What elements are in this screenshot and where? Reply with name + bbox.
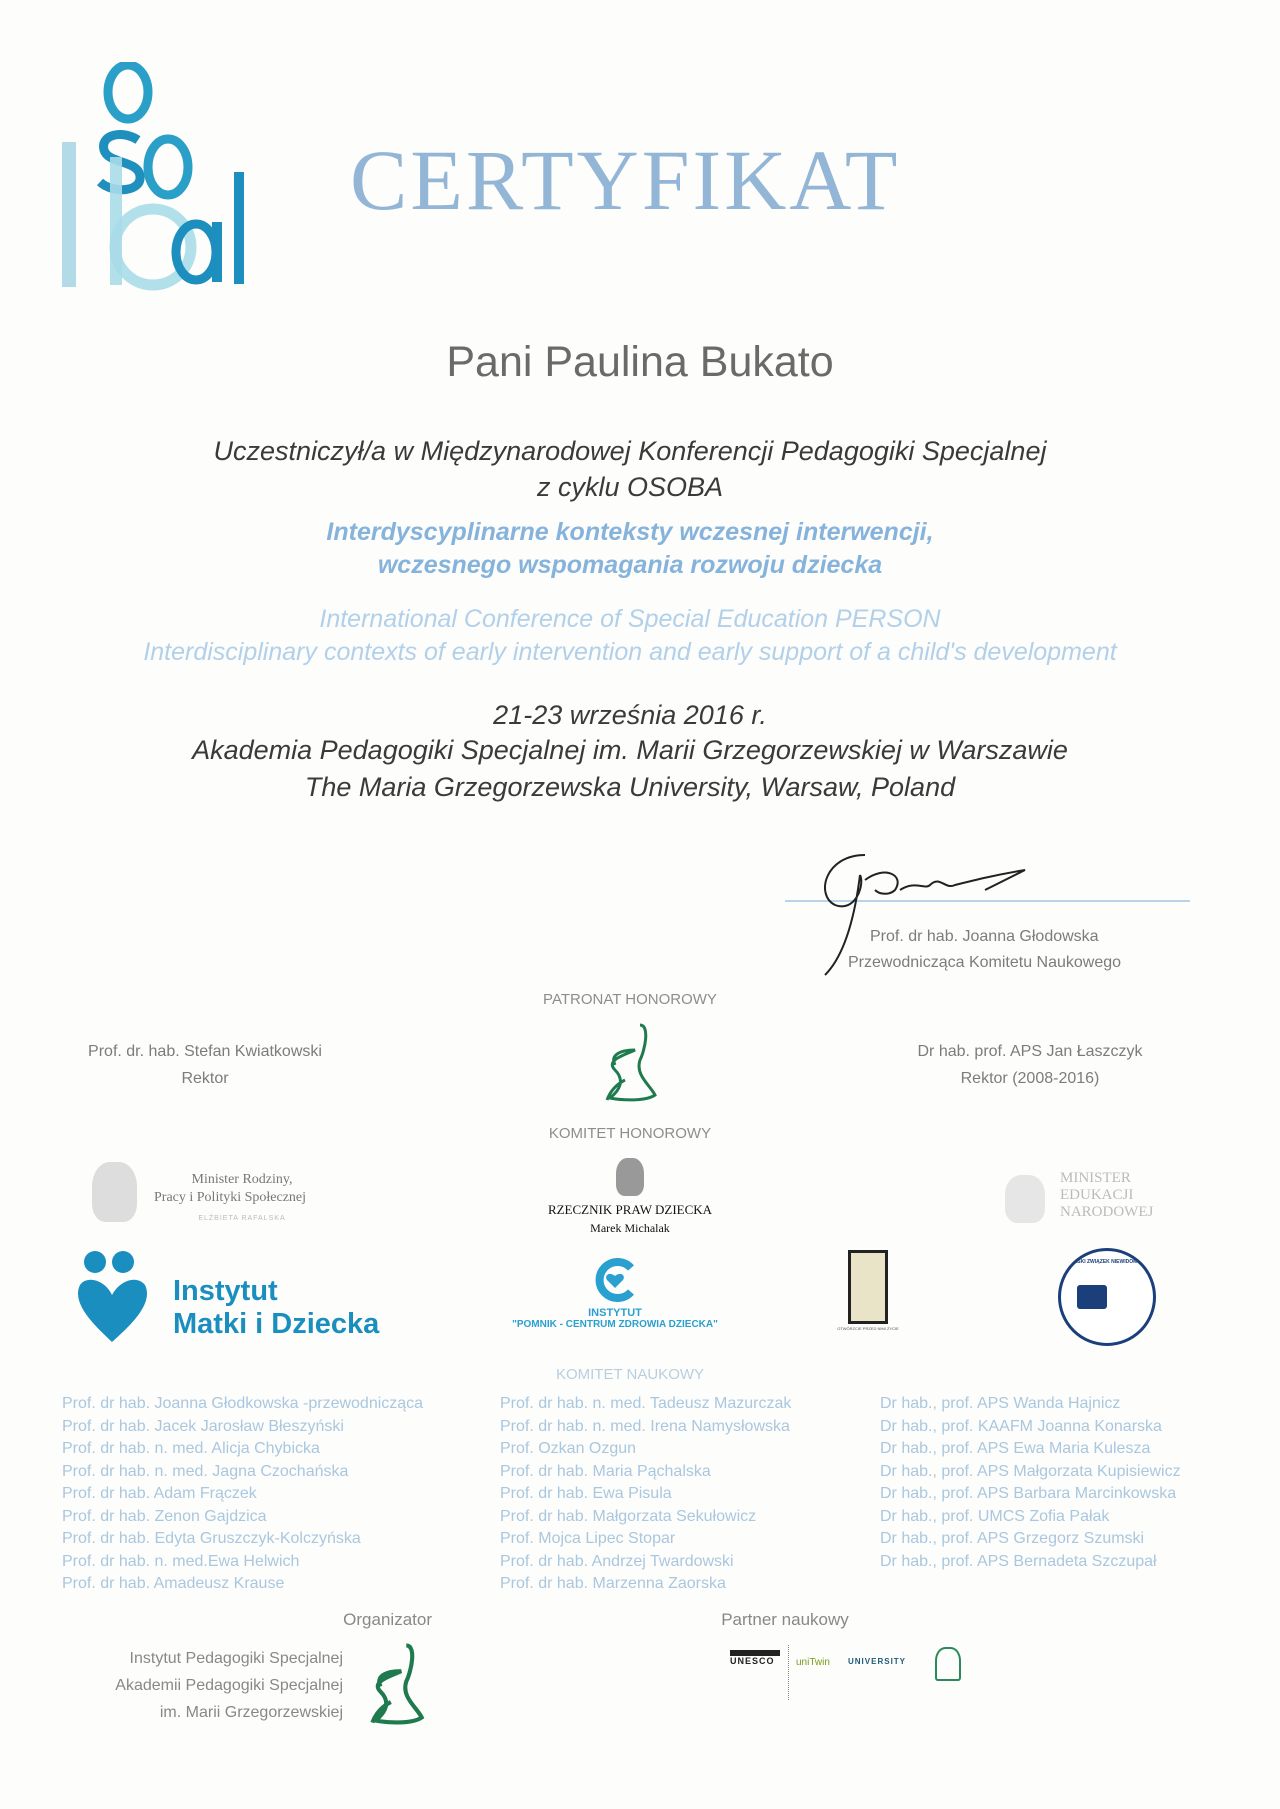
committee-member: Dr hab., prof. APS Barbara Marcinkowska [880,1485,1177,1502]
committee-member: Prof. dr hab. n. med. Tadeusz Mazurczak [500,1395,792,1412]
committee-member: Dr hab., prof. APS Grzegorz Szumski [880,1530,1145,1547]
unesco-logo [730,1650,780,1688]
committee-member: Prof. Mojca Lipec Stopar [500,1530,676,1547]
committee-member: Prof. dr hab. Jacek Jarosław Błeszyński [62,1417,344,1435]
men-line3: NARODOWEJ [1060,1204,1154,1220]
minister-family-person: ELŻBIETA RAFALSKA [198,1215,286,1222]
committee-member: Dr hab., prof. APS Bernadeta Szczupał [880,1552,1157,1570]
signer-name: Prof. dr hab. Joanna Głodowska [870,928,1099,945]
committee-member: Prof. dr hab. n. med. Alicja Chybicka [62,1440,320,1457]
committee-member: Prof. dr hab. Małgorzata Sekułowicz [500,1507,757,1525]
men-line2: EDUKACJI [1060,1187,1134,1203]
committee-col-2 [500,1393,791,1596]
eagle-icon [92,1162,137,1222]
topic-pl-line-1: Interdyscyplinarne konteksty wczesnej interwencji, [326,518,934,546]
organizer-line: Instytut Pedagogiki Specjalnej [129,1650,343,1667]
unitwin-logo: uniTwin [796,1657,830,1668]
committee-member: Prof. dr hab. n. med.Ewa Helwich [62,1552,300,1570]
organizer-label: Organizator [343,1610,432,1629]
partner-label: Partner naukowy [721,1610,849,1629]
conference-date: 21-23 września 2016 r. [493,700,767,730]
ombudsman-person: Marek Michalak [590,1221,670,1235]
committee-member: Dr hab., prof. APS Małgorzata Kupisiewicz [880,1462,1181,1480]
pzn-logo [1058,1248,1156,1346]
participation-line-1: Uczestniczył/a w Międzynarodowej Konferencji Pedagogiki Specjalnej [213,436,1047,466]
ombudsman-logo [530,1158,730,1236]
recipient-name: Pani Paulina Bukato [446,338,834,386]
venue-pl: Akademia Pedagogiki Specjalnej im. Marii Grzegorzewskiej w Warszawie [192,735,1068,765]
rector-right-role: Rektor (2008-2016) [960,1070,1100,1087]
venue-en: The Maria Grzegorzewska University, Warsaw, Poland [304,772,956,802]
committee-member: Prof. dr hab. Adam Frączek [62,1485,257,1502]
eagle-icon [616,1158,644,1196]
czd-line2: "POMNIK - CENTRUM ZDROWIA DZIECKA" [512,1319,718,1330]
committee-member: Prof. dr hab. n. med. Irena Namysłowska [500,1417,790,1435]
committee-member: Dr hab., prof. APS Ewa Maria Kulesza [880,1440,1151,1457]
osoba-logo [58,62,268,294]
minister-education-logo [1005,1170,1185,1230]
topic-en: Interdisciplinary contexts of early intervention and early support of a child's development [143,638,1117,666]
minister-family-logo [92,1160,332,1235]
imid-line2: Matki i Dziecka [173,1308,380,1340]
topic-pl-line-2: wczesnego wspomagania rozwoju dziecka [377,551,883,579]
committee-member: Prof. dr hab. Amadeusz Krause [62,1575,285,1592]
patronat-label: PATRONAT HONOROWY [543,991,717,1008]
heart-people-icon [75,1250,150,1345]
rector-right-name: Dr hab. prof. APS Jan Łaszczyk [917,1043,1143,1060]
signer-role: Przewodnicząca Komitetu Naukowego [848,954,1122,971]
participation-line-2: z cyklu OSOBA [536,472,724,502]
pzn-text: POLSKI ZWIĄZEK NIEWIDOMYCH [1067,1259,1148,1265]
men-line1: MINISTER [1060,1170,1131,1186]
imid-line1: Instytut [173,1275,278,1307]
organizer-text [60,1645,343,1726]
committee-member: Prof. dr hab. Edyta Gruszczyk-Kolczyńska [62,1530,361,1547]
czd-line1: INSTYTUT [588,1307,642,1319]
organizer-line: im. Marii Grzegorzewskiej [159,1704,343,1721]
emblem-logo [830,1250,906,1335]
committee-member: Prof. Ozkan Ozgun [500,1440,637,1457]
minister-family-line2: Pracy i Polityki Społecznej [154,1190,307,1205]
unesco-text: UNESCO [730,1656,775,1666]
komitet-honorowy-label: KOMITET HONOROWY [548,1125,712,1142]
committee-member: Prof. dr hab. Andrzej Twardowski [500,1552,734,1570]
committee-member: Prof. dr hab. Maria Pąchalska [500,1462,711,1480]
committee-member: Dr hab., prof. APS Wanda Hajnicz [880,1395,1121,1412]
committee-member: Dr hab., prof. KAAFM Joanna Konarska [880,1417,1162,1435]
emblem-text: OTWÓRZCIE PRZED NIMI ŻYCIE [837,1326,899,1331]
conference-en: International Conference of Special Education PERSON [319,605,941,633]
minister-family-line1: Minister Rodziny, [191,1172,293,1187]
komitet-naukowy-label: KOMITET NAUKOWY [555,1366,705,1383]
certificate-title: CERTYFIKAT [350,132,901,228]
aps-small-icon [935,1647,961,1681]
c-heart-icon [593,1258,637,1302]
university-logo: UNIVERSITY [848,1657,907,1666]
czd-logo [470,1258,760,1330]
organizer-line: Akademii Pedagogiki Specjalnej [115,1677,343,1694]
committee-member: Dr hab., prof. UMCS Zofia Pałak [880,1507,1110,1525]
committee-member: Prof. dr hab. Marzenna Zaorska [500,1575,726,1592]
aps-logo-icon [360,1640,432,1733]
aps-logo-icon [595,1020,665,1110]
committee-col-1 [62,1393,423,1596]
committee-member: Prof. dr hab. Ewa Pisula [500,1485,672,1502]
committee-member: Prof. dr hab. Joanna Głodkowska -przewodnicząca [62,1395,424,1412]
eagle-icon [1005,1175,1045,1223]
imid-logo [75,1250,425,1345]
committee-col-3 [880,1393,1181,1573]
rector-left-name: Prof. dr. hab. Stefan Kwiatkowski [88,1043,322,1060]
partner-logos [730,1645,970,1705]
rector-left-role: Rektor [181,1070,229,1087]
committee-member: Prof. dr hab. n. med. Jagna Czochańska [62,1462,349,1480]
ombudsman-title: RZECZNIK PRAW DZIECKA [547,1202,713,1217]
committee-member: Prof. dr hab. Zenon Gajdzica [62,1507,267,1525]
